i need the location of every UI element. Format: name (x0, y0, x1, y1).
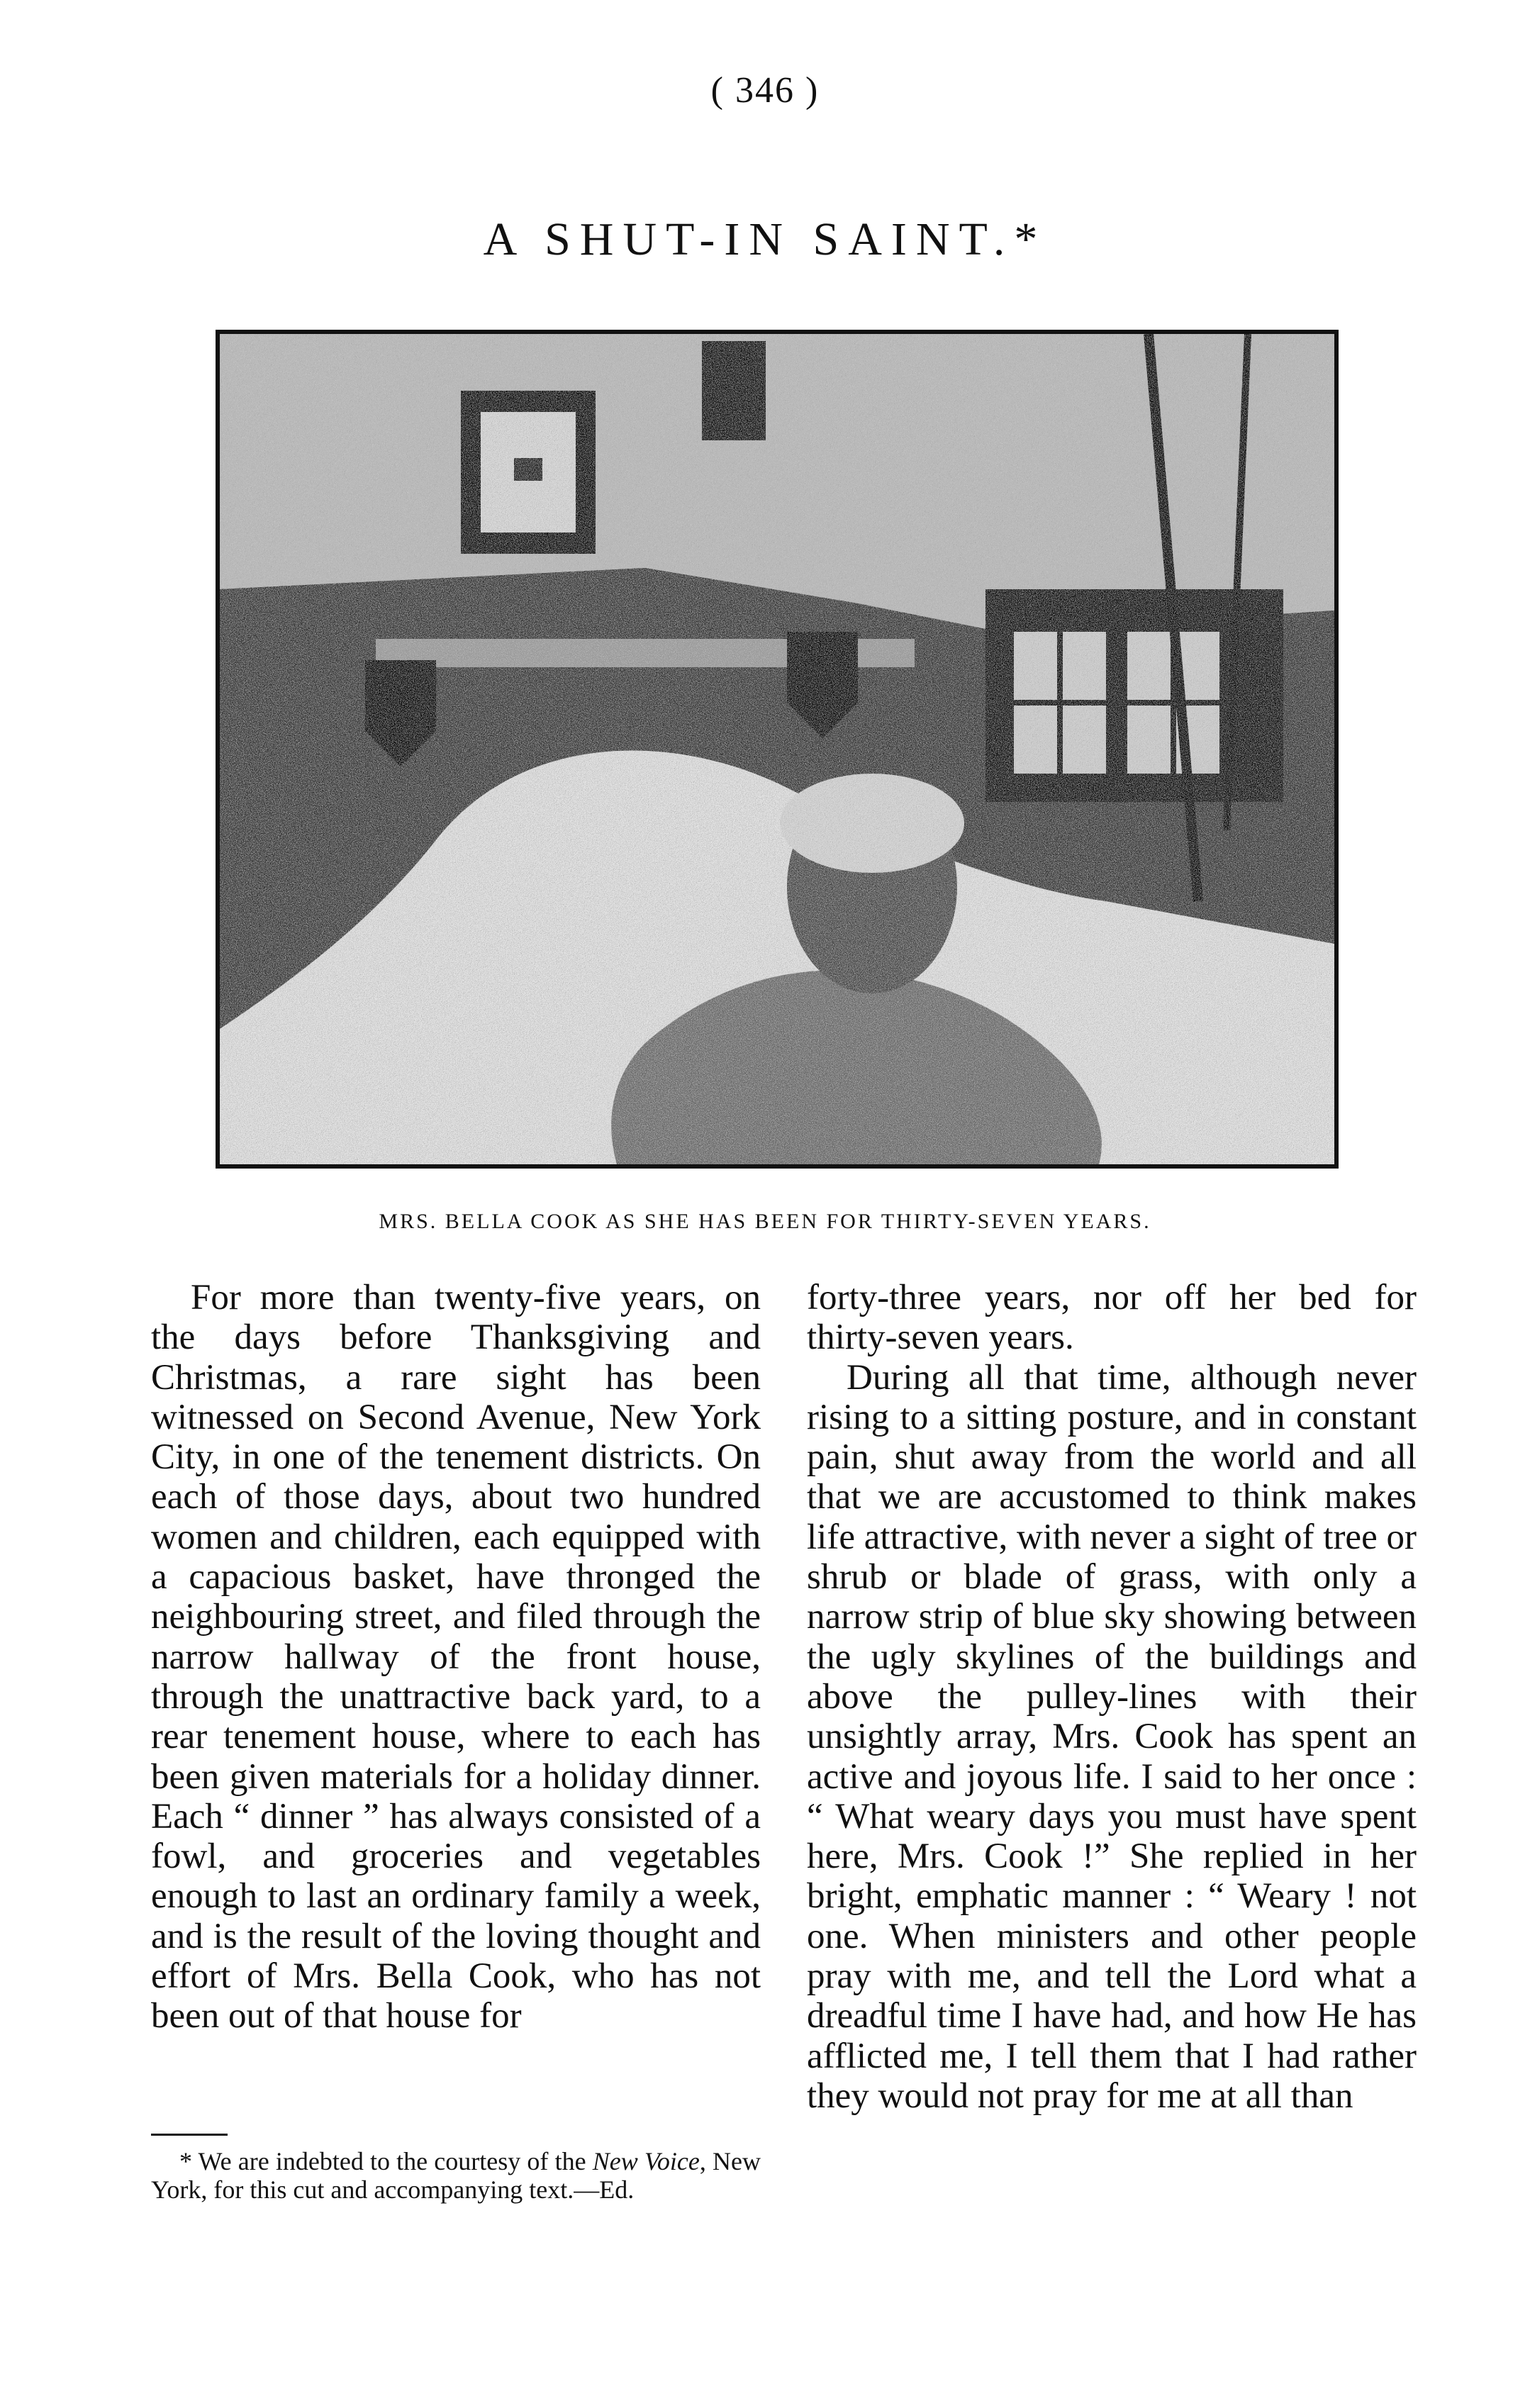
left-column (151, 1278, 761, 2036)
photograph-image (220, 334, 1334, 1164)
article-photograph (216, 330, 1339, 1169)
paragraph-2: During all that time, although never rising to a sitting posture, and in constant pain, shut away from the world and all that we are accustomed to think makes life attractive, with never a sight of tree or shrub or blade of grass, with only a narrow strip of blue sky showing between the ugly skylines of the buildings and above the pulley-lines with their unsightly array, Mrs. Cook has spent an active and joyous life. I said to her once : “ What weary days you must have spent here, Mrs. Cook !” She replied in her bright, emphatic manner : “ Weary ! not one. When ministers and other people pray with me, and tell the Lord what a dreadful time I have had, and how He has afflicted me, I tell them that I had rather they would not pray for me at all than (807, 1357, 1417, 2116)
footnote-text-after: , New York, for this cut and accompanying text.—Ed. (151, 2147, 761, 2204)
paragraph-1: For more than twenty-five years, on the days before Thanksgiving and Christmas, a rare sight has been witnessed on Second Avenue, New York City, in one of the tenement districts. On each of those days, about two hundred women and children, each equipped with a capacious basket, have thronged the neighbouring street, and filed through the narrow hallway of the front house, through the unattractive back yard, to a rear tenement house, where to each has been given materials for a holiday dinner. Each “ dinner ” has always consisted of a fowl, and groceries and vegetables enough to last an ordinary family a week, and is the result of the loving thought and effort of Mrs. Bella Cook, who has not been out of that house for (151, 1278, 761, 2036)
article-title: A SHUT-IN SAINT.* (483, 213, 1047, 265)
paragraph-1-continuation: forty-three years, nor off her bed for thirty-seven years. (807, 1278, 1417, 1358)
footnote-marker: * (179, 2147, 192, 2175)
photo-caption: MRS. BELLA COOK AS SHE HAS BEEN FOR THIRTY-SEVEN YEARS. (379, 1210, 1151, 1233)
footnote-publication: New Voice (592, 2147, 700, 2175)
footnote-rule (151, 2134, 228, 2136)
page-number: ( 346 ) (710, 70, 820, 111)
right-column (807, 1278, 1417, 2116)
footnote-text-before: We are indebted to the courtesy of the (192, 2147, 593, 2175)
footnote (151, 2147, 761, 2204)
